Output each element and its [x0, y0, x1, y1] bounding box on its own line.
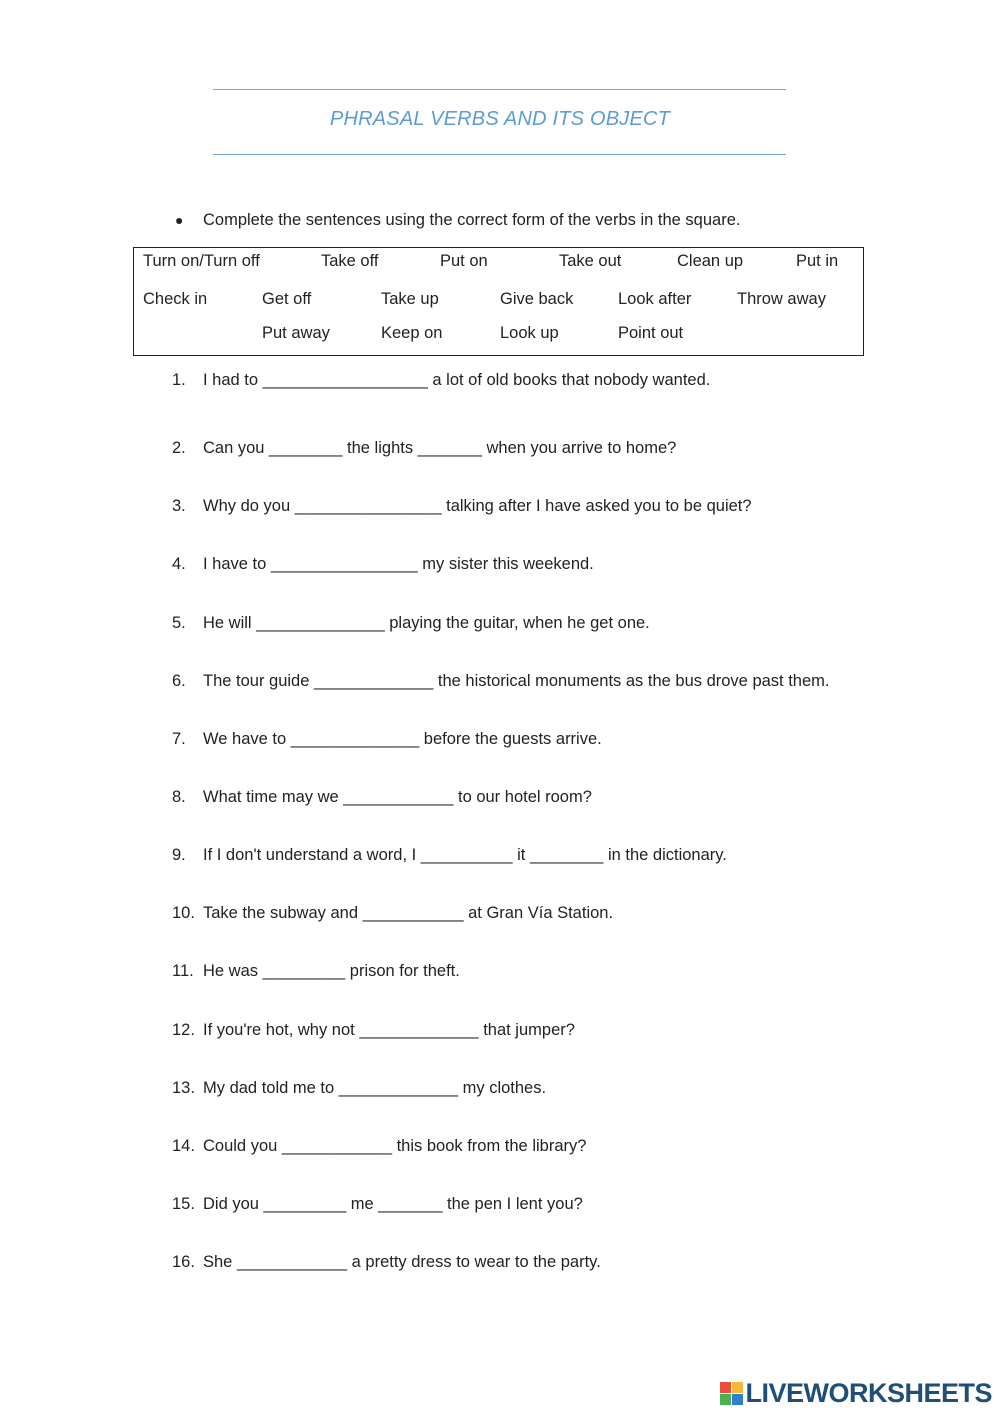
brand-name: LIVEWORKSHEETS	[745, 1378, 992, 1408]
question-number: 7.	[172, 730, 186, 748]
question-number: 5.	[172, 614, 186, 632]
question-number: 16.	[172, 1253, 195, 1271]
logo-tile	[720, 1394, 731, 1405]
question-number: 15.	[172, 1195, 195, 1213]
logo-tiles-icon	[720, 1382, 743, 1405]
question-number: 10.	[172, 904, 195, 922]
question-text: Take the subway and ___________ at Gran Vía Station.	[203, 904, 614, 922]
question-text: I had to __________________ a lot of old books that nobody wanted.	[203, 371, 711, 389]
question-item	[172, 371, 710, 390]
verb-item: Point out	[618, 324, 684, 342]
verb-item: Turn on/Turn off	[143, 252, 260, 270]
question-item	[172, 1137, 586, 1156]
question-item	[172, 1253, 601, 1272]
question-text: The tour guide _____________ the historical monuments as the bus drove past them.	[203, 672, 830, 690]
instruction-text: Complete the sentences using the correct form of the verbs in the square.	[203, 211, 741, 229]
question-number: 3.	[172, 497, 186, 515]
verb-item: Get off	[262, 290, 312, 308]
bullet-icon: ●	[175, 212, 184, 228]
verb-item: Put in	[796, 252, 839, 270]
verb-item: Take up	[381, 290, 439, 308]
question-item	[172, 1195, 583, 1214]
question-text: We have to ______________ before the guests arrive.	[203, 730, 602, 748]
question-text: Did you _________ me _______ the pen I lent you?	[203, 1195, 583, 1213]
verb-box	[133, 247, 864, 356]
question-item	[172, 1079, 546, 1098]
question-item	[172, 730, 602, 749]
question-text: If I don't understand a word, I __________ it ________ in the dictionary.	[203, 846, 727, 864]
question-number: 12.	[172, 1021, 195, 1039]
question-item	[172, 439, 676, 458]
question-item	[172, 1021, 575, 1040]
liveworksheets-logo[interactable]	[720, 1378, 992, 1409]
verb-item: Take out	[559, 252, 622, 270]
verb-item: Throw away	[737, 290, 826, 308]
question-number: 2.	[172, 439, 186, 457]
question-number: 14.	[172, 1137, 195, 1155]
question-text: If you're hot, why not _____________ that jumper?	[203, 1021, 575, 1039]
question-item	[172, 962, 460, 981]
verb-item: Check in	[143, 290, 208, 308]
question-number: 9.	[172, 846, 186, 864]
question-item	[172, 555, 594, 574]
question-text: She ____________ a pretty dress to wear to the party.	[203, 1253, 601, 1271]
question-item	[172, 672, 829, 691]
verb-item: Put on	[440, 252, 488, 270]
logo-tile	[732, 1382, 743, 1393]
verb-item: Give back	[500, 290, 574, 308]
question-number: 4.	[172, 555, 186, 573]
question-text: Why do you ________________ talking after I have asked you to be quiet?	[203, 497, 752, 515]
verb-item: Look after	[618, 290, 692, 308]
verb-item: Put away	[262, 324, 330, 342]
question-item	[172, 497, 752, 516]
question-text: He will ______________ playing the guitar, when he get one.	[203, 614, 650, 632]
question-item	[172, 788, 592, 807]
question-text: Could you ____________ this book from the library?	[203, 1137, 587, 1155]
question-item	[172, 614, 650, 633]
verb-item: Clean up	[677, 252, 744, 270]
question-item	[172, 846, 727, 865]
verb-item: Look up	[500, 324, 559, 342]
question-text: My dad told me to _____________ my clothes.	[203, 1079, 547, 1097]
title-rule-top	[213, 89, 786, 90]
question-number: 8.	[172, 788, 186, 806]
question-text: He was _________ prison for theft.	[203, 962, 460, 980]
question-number: 13.	[172, 1079, 195, 1097]
question-number: 6.	[172, 672, 186, 690]
page-title: PHRASAL VERBS AND ITS OBJECT	[329, 108, 671, 130]
question-number: 11.	[172, 962, 194, 980]
instruction	[175, 211, 740, 230]
logo-tile	[732, 1394, 743, 1405]
question-text: What time may we ____________ to our hotel room?	[203, 788, 592, 806]
verb-item: Keep on	[381, 324, 443, 342]
logo-tile	[720, 1382, 731, 1393]
question-text: I have to ________________ my sister this weekend.	[203, 555, 594, 573]
question-text: Can you ________ the lights _______ when you arrive to home?	[203, 439, 677, 457]
title-rule-bottom	[213, 154, 786, 155]
verb-item: Take off	[321, 252, 379, 270]
question-item	[172, 904, 613, 923]
question-number: 1.	[172, 371, 186, 389]
